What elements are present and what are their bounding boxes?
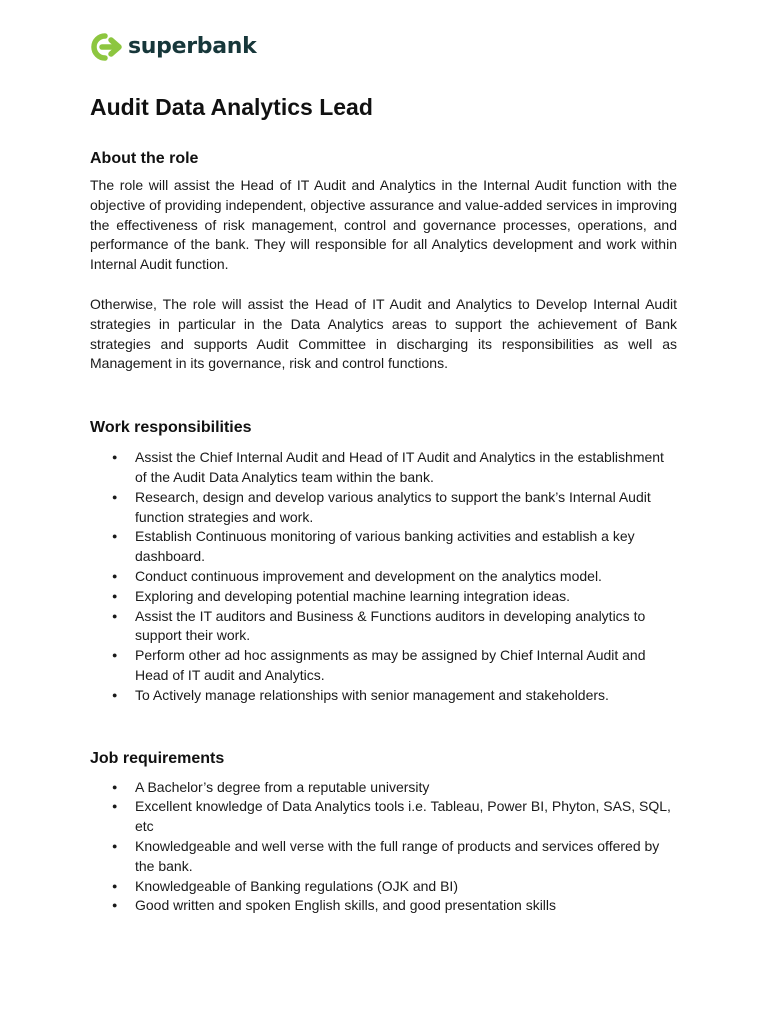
list-item: ● Conduct continuous improvement and development on the analytics model.: [90, 567, 677, 587]
list-item: ● Exploring and developing potential machine learning integration ideas.: [90, 587, 677, 607]
superbank-logo: [90, 32, 256, 62]
job-title: Audit Data Analytics Lead: [90, 94, 373, 120]
responsibilities-list: [90, 448, 677, 705]
list-item: ● Good written and spoken English skills, and good presentation skills: [90, 896, 677, 916]
superbank-logo-icon: [90, 32, 124, 62]
brand-name: superbank: [128, 34, 257, 59]
list-item: ● Assist the IT auditors and Business & Functions auditors in developing analytics to support their work.: [90, 607, 677, 647]
requirements-list: [90, 778, 677, 917]
requirements-heading: Job requirements: [90, 749, 225, 767]
list-item: ● Excellent knowledge of Data Analytics tools i.e. Tableau, Power BI, Phyton, SAS, SQL, etc: [90, 797, 677, 837]
list-item: ● Assist the Chief Internal Audit and Head of IT Audit and Analytics in the establishment of the Audit Data Analytics team within the bank.: [90, 448, 677, 488]
list-item: ● Research, design and develop various analytics to support the bank’s Internal Audit function strategies and work.: [90, 488, 677, 528]
job-description: [90, 90, 677, 916]
responsibilities-heading: Work responsibilities: [90, 419, 252, 437]
list-item: ● To Actively manage relationships with senior management and stakeholders.: [90, 686, 677, 706]
list-item: ● Perform other ad hoc assignments as may be assigned by Chief Internal Audit and Head of IT audit and Analytics.: [90, 646, 677, 686]
list-item: ● A Bachelor’s degree from a reputable university: [90, 778, 677, 798]
list-item: ● Establish Continuous monitoring of various banking activities and establish a key dashboard.: [90, 527, 677, 567]
about-heading: About the role: [90, 150, 199, 167]
list-item: ● Knowledgeable of Banking regulations (OJK and BI): [90, 877, 677, 897]
list-item: ● Knowledgeable and well verse with the full range of products and services offered by the bank.: [90, 837, 677, 877]
about-paragraph-2: Otherwise, The role will assist the Head of IT Audit and Analytics to Develop Internal Audit strategies in particular in the Data Analytics areas to support the achievement of Bank strategies and supports Audit Committee in discharging its responsibilities as well as Management in its governance, risk and control functions.: [90, 295, 677, 372]
about-paragraph-1: The role will assist the Head of IT Audit and Analytics in the Internal Audit function with the objective of providing independent, objective assurance and value-added services in improving the effectiveness of risk management, control and governance processes, operations, and performance of the bank. They will responsible for all Analytics development and work within Internal Audit function.: [90, 177, 677, 273]
